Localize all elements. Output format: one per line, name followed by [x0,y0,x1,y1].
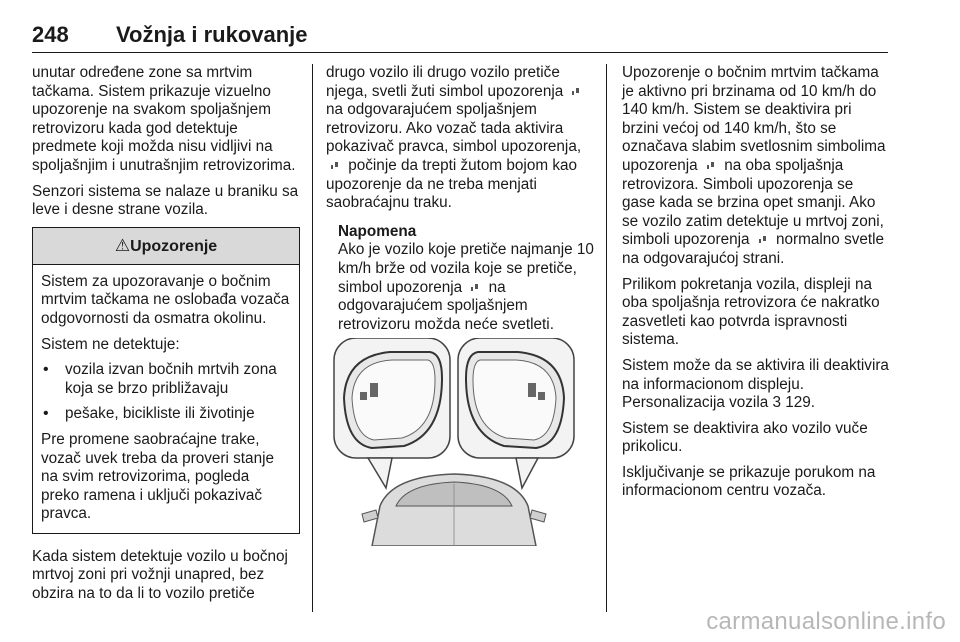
text-run: Sistem može da se aktivira ili deaktivira na informacionom displeju. Personalizacija vozila [622,356,889,412]
page-reference-link[interactable]: 129 [785,394,811,412]
column-1 [32,64,300,611]
text-run: . [810,394,816,412]
warning-list [41,361,291,424]
blind-spot-warning-icon [570,86,582,97]
paragraph: Sistem ne detektuje: [41,335,180,353]
column-divider [312,64,313,612]
text-run: normalno svetle na odgovarajućoj strani. [622,231,885,267]
paragraph: Prilikom pokretanja vozila, displeji na oba spoljašnja retrovizora će nakratko zasvetleti kao potvrda ispravnosti sistema. [622,275,880,349]
list-item: • vozila izvan bočnih mrtvih zona koja se brzo približavaju [41,361,291,398]
column-2 [326,64,598,341]
paragraph [622,357,890,413]
paragraph: Pre promene saobraćajne trake, vozač uvek treba da proveri stanje na svim retrovizorima, pogleda preko ramena i uključi pokazivač pravca. [41,430,274,523]
page-header [32,22,888,53]
text-run: na oba spoljašnja retrovizora. Simboli upozorenja se gase kada se brzina opet smanji. Ako se vozilo zatim detektuje u mrtvoj zoni, simboli upozorenja [622,156,884,249]
chapter-title: Vožnja i rukovanje [116,22,308,47]
page-reference-arrow-icon: 3 [772,394,782,412]
column-3 [622,64,890,508]
paragraph [622,64,890,269]
paragraph: Kada sistem detektuje vozilo u bočnoj mrtvoj zoni pri vožnji unapred, bez obzira na to da li to vozilo pretiče [32,547,288,603]
text-run: drugo vozilo ili drugo vozilo pretiče njega, svetli žuti simbol upozorenja [326,64,564,100]
text-run: Ako je vozilo koje pretiče najmanje 10 km/h brže od vozila koje se pretiče, simbol upozorenja [338,241,594,296]
mirror-illustration [332,338,576,546]
note-title: Napomena [338,222,417,240]
paragraph: Senzori sistema se nalaze u braniku sa leve i desne strane vozila. [32,182,299,219]
column-divider [606,64,607,612]
paragraph [326,64,598,213]
blind-spot-warning-icon [705,160,717,171]
paragraph: unutar određene zone sa mrtvim tačkama. Sistem prikazuje vizuelno upozorenje na svakom spoljašnjem retrovizoru kada god detektuje predmete koji možda nisu vidljivi na spoljašnjim i unutrašnjim retrovizorima. [32,64,296,174]
paragraph: Sistem za upozoravanje o bočnim mrtvim tačkama ne oslobađa vozača odgovornosti da osmatra okolinu. [41,272,290,327]
blind-spot-warning-icon [329,160,341,171]
text-run: počinje da trepti žutom bojom kao upozorenje da ne treba menjati saobraćajnu traku. [326,156,577,212]
watermark: carmanualsonline.info [706,608,946,635]
text-run: na odgovarajućem spoljašnjem retrovizoru. Ako vozač tada aktivira pokazivač pravca, simbol upozorenja, [326,101,582,156]
page-number: 248 [32,22,69,47]
warning-title: Upozorenje [130,237,218,255]
warning-triangle-icon: ⚠ [114,235,131,255]
paragraph: Isključivanje se prikazuje porukom na informacionom centru vozača. [622,463,876,500]
paragraph: Sistem se deaktivira ako vozilo vuče prikolicu. [622,419,868,456]
text-run: Upozorenje o bočnim mrtvim tačkama je aktivno pri brzinama od 10 km/h do 140 km/h. Sistem se deaktivira pri brzini većoj od 140 km/h, što se označava slabim svetlosnim simbolima upozorenja [622,64,886,174]
warning-body [33,265,299,533]
note-block [326,223,598,335]
text-run: na odgovarajućem spoljašnjem retrovizoru možda neće svetleti. [338,278,554,333]
blind-spot-warning-icon [757,234,769,245]
list-item: • pešake, bicikliste ili životinje [41,405,291,424]
warning-header [33,228,299,265]
paragraph [338,241,598,334]
blind-spot-warning-icon [469,282,481,293]
warning-box [32,227,300,534]
